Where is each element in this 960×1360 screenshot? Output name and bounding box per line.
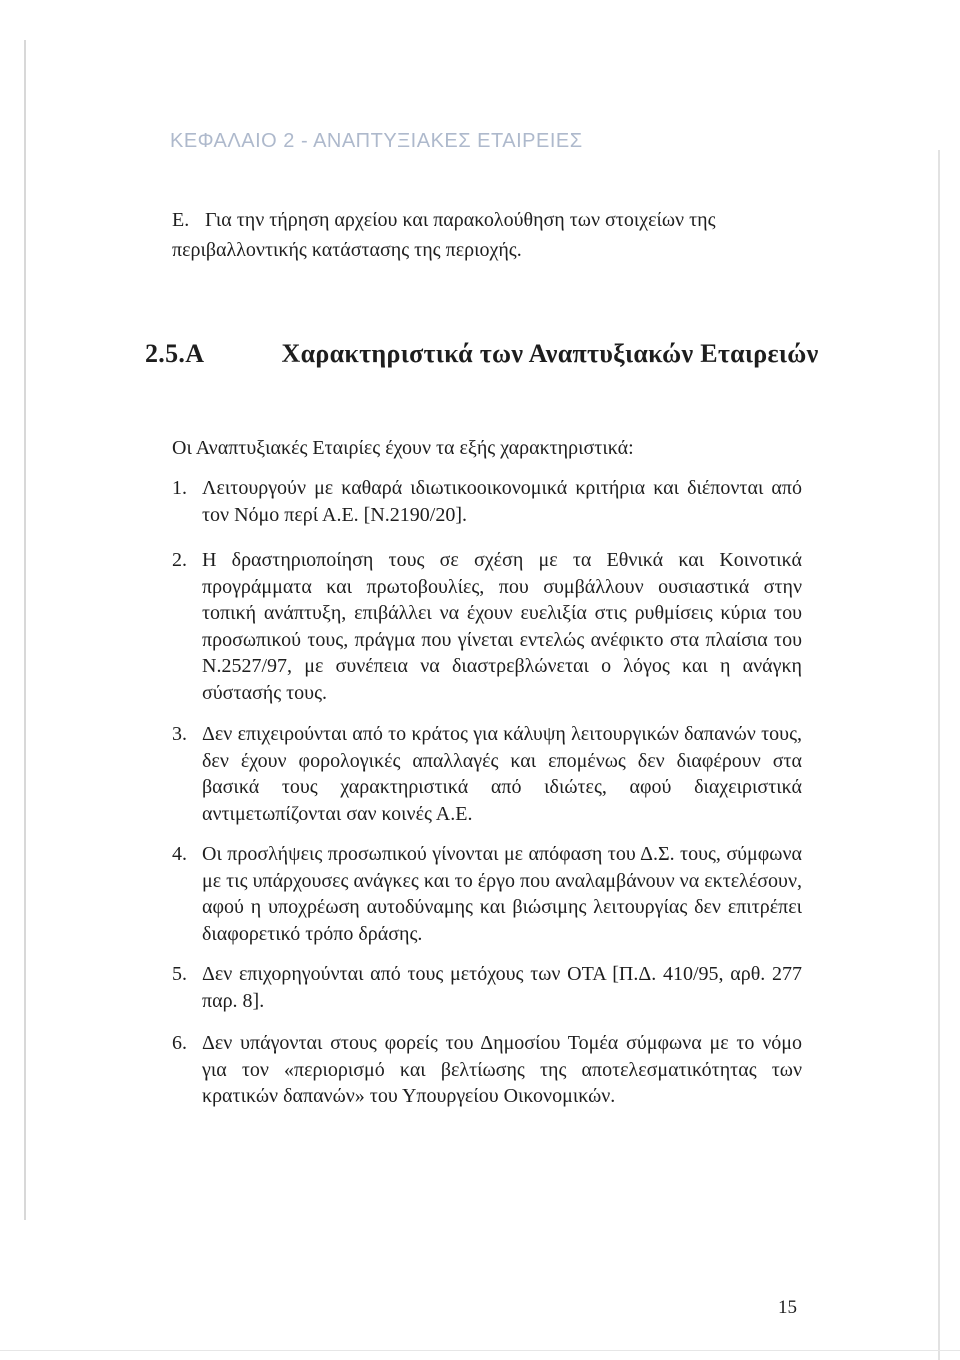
list-item (172, 841, 802, 947)
list-item-text: Λειτουργούν με καθαρά ιδιωτικοοικονομικά κριτήρια και διέπονται από τον Νόμο περί Α.Ε. [Ν.2190/20]. (202, 477, 802, 526)
scan-edge-bottom (0, 1350, 960, 1351)
page-number: 15 (778, 1297, 797, 1318)
section-number: 2.5.Α (145, 339, 205, 368)
chapter-header: ΚΕΦΑΛΑΙΟ 2 - ΑΝΑΠΤΥΞΙΑΚΕΣ ΕΤΑΙΡΕΙΕΣ (170, 130, 583, 152)
list-item (172, 1030, 802, 1110)
list-item (172, 961, 802, 1014)
section-title: Χαρακτηριστικά των Αναπτυξιακών Εταιρειών (281, 339, 819, 368)
characteristics-list (172, 475, 802, 1110)
list-item (172, 475, 802, 528)
intro-item-label: Ε. (172, 209, 190, 231)
list-item-text: Δεν υπάγονται στους φορείς του Δημοσίου Τομέα σύμφωνα με το νόμο για τον «περιορισμό και βελτίωσης της αποτελεσματικότητας των κρατικών δαπανών» του Υπουργείου Οικονομικών. (202, 1032, 802, 1107)
scan-edge-left (24, 40, 26, 1220)
list-item-number: 2. (172, 549, 187, 571)
list-item-number: 5. (172, 963, 187, 985)
list-item (172, 721, 802, 827)
intro-list-item (172, 205, 812, 265)
list-item-number: 6. (172, 1032, 187, 1054)
list-item (172, 547, 802, 706)
list-item-text: Δεν επιχειρούνται από το κράτος για κάλυψη λειτουργικών δαπανών τους, δεν έχουν φορολογικές απαλλαγές και επομένως δεν διαφέρουν στα βασικά τους χαρακτηριστικά από ιδιώτες, αφού διαχειριστικά αντιμετωπίζονται σαν κοινές Α.Ε. (202, 723, 802, 825)
list-item-text: Δεν επιχορηγούνται από τους μετόχους των ΟΤΑ [Π.Δ. 410/95, αρθ. 277 παρ. 8]. (202, 963, 802, 1012)
section-intro: Οι Αναπτυξιακές Εταιρίες έχουν τα εξής χαρακτηριστικά: (172, 437, 634, 459)
list-item-number: 3. (172, 723, 187, 745)
list-item-text: Η δραστηριοποίηση τους σε σχέση με τα Εθνικά και Κοινοτικά προγράμματα και πρωτοβουλίες, που συμβάλλουν ουσιαστικά στην τοπική ανάπτυξη, επιβάλλει να έχουν ευελιξία στις ρυθμίσεις κύρια του προσωπικού τους, πράγμα που γίνεται εντελώς ανέφικτο στα πλαίσια του Ν.2527/97, με συνέπεια να διαστρεβλώνεται ο λόγος και η ανάγκη σύστασής τους. (202, 549, 802, 704)
list-item-number: 4. (172, 843, 187, 865)
intro-item-text: Για την τήρηση αρχείου και παρακολούθηση των στοιχείων της περιβαλλοντικής κατάστασης της περιοχής. (172, 209, 716, 261)
list-item-text: Οι προσλήψεις προσωπικού γίνονται με απόφαση του Δ.Σ. τους, σύμφωνα με τις υπάρχουσες ανάγκες και το έργο που αναλαμβάνουν να εκτελέσουν, αφού η υποχρέωση αυτοδύναμης και βιώσιμης λειτουργίας δεν επιτρέπει διαφορετικό τρόπο δράσης. (202, 843, 802, 945)
list-item-number: 1. (172, 477, 187, 499)
scan-edge-right (938, 150, 940, 1360)
